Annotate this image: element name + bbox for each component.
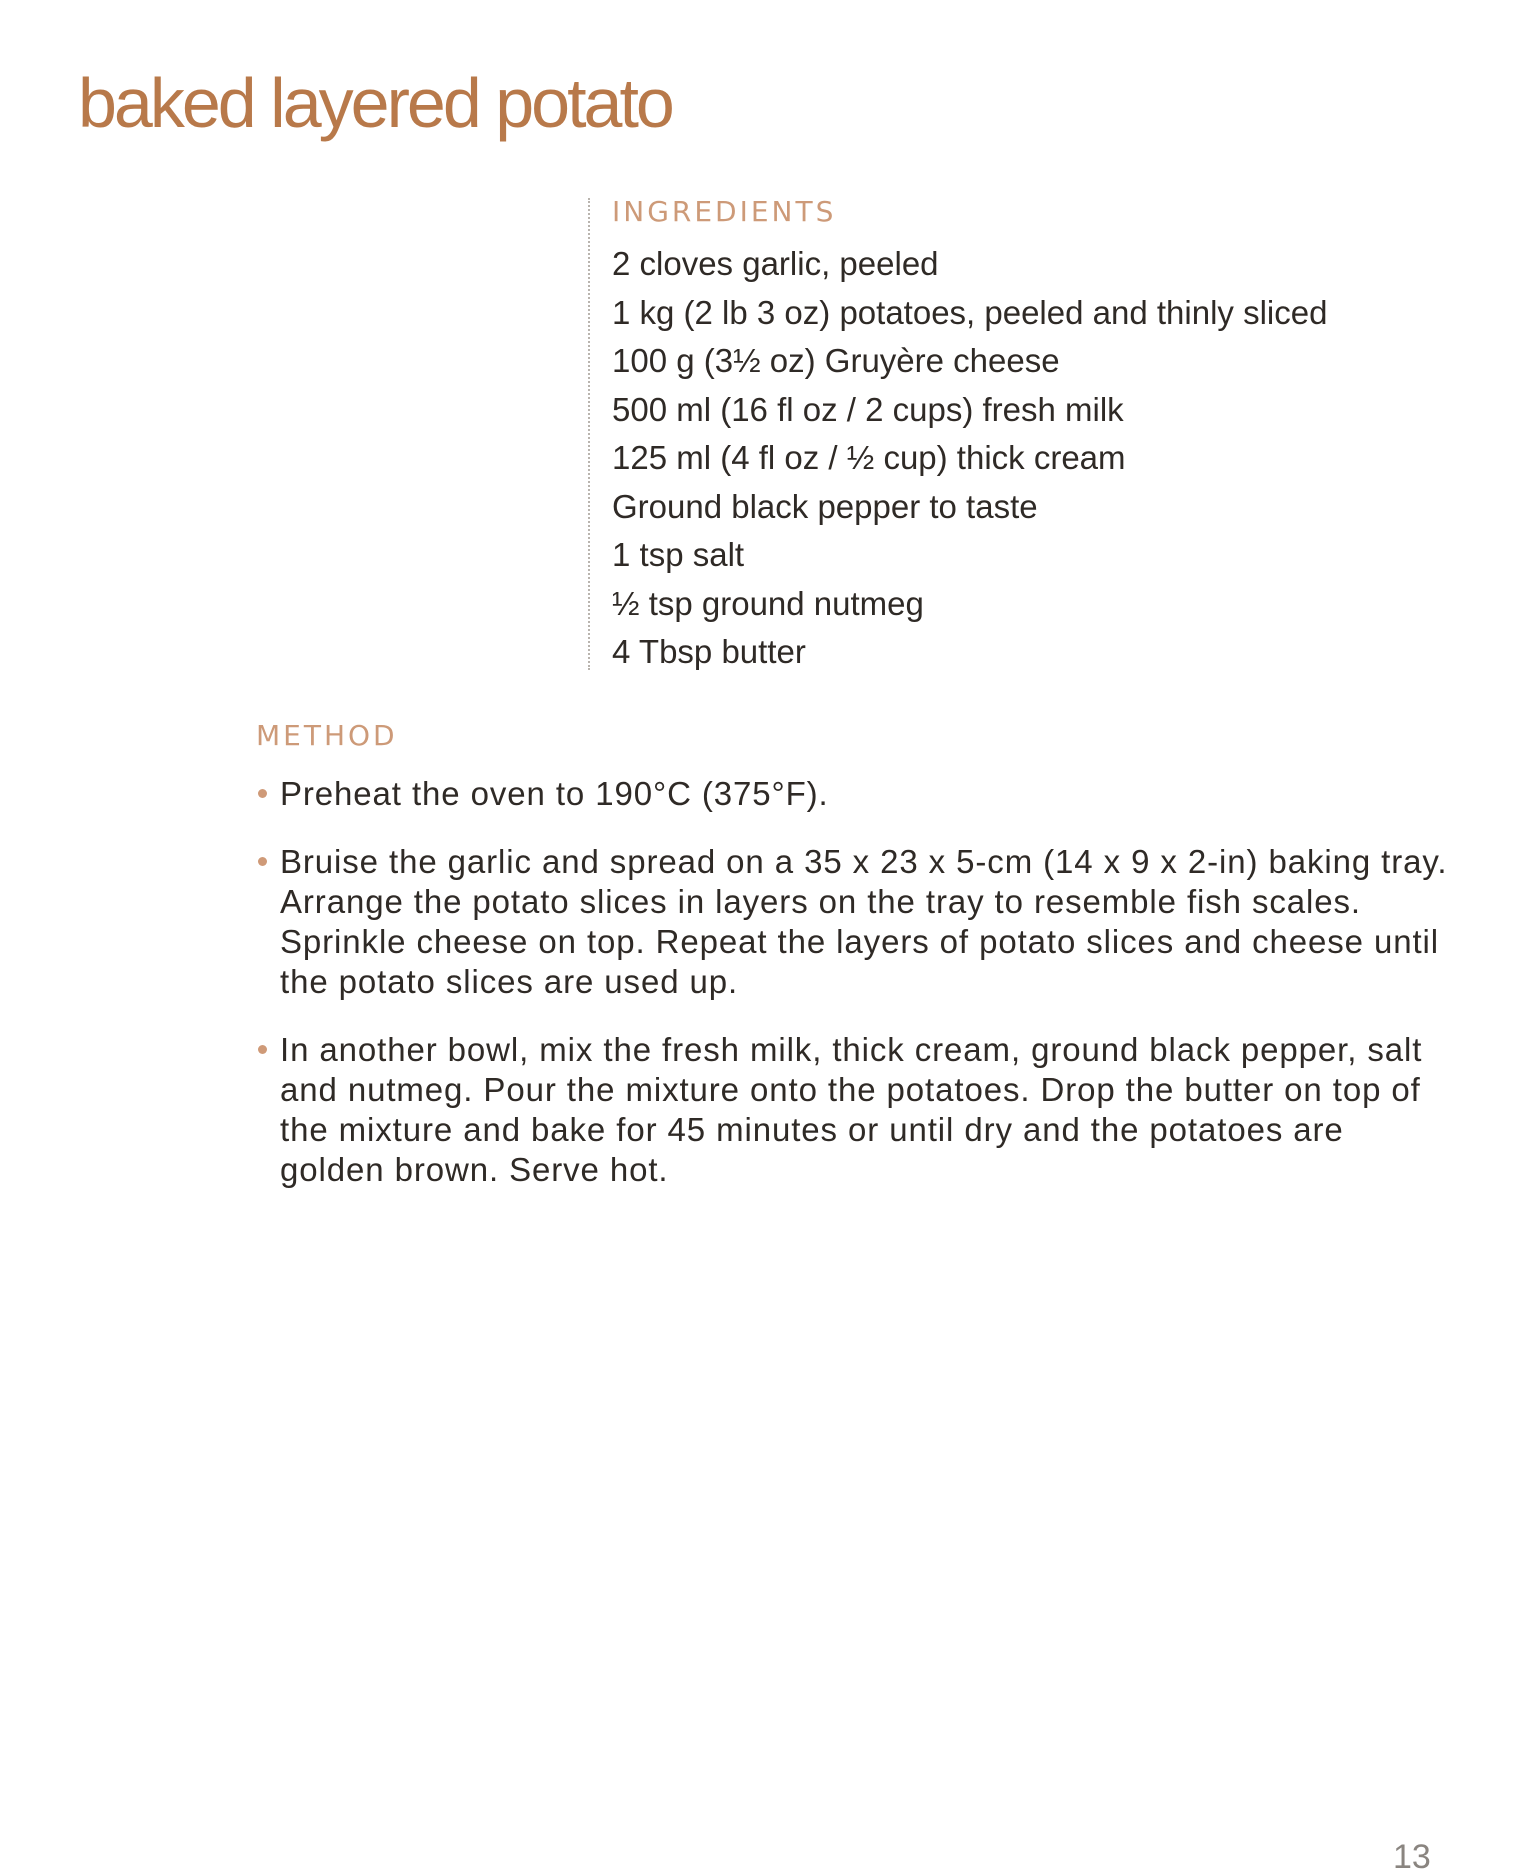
ingredient-item: Ground black pepper to taste — [612, 487, 1038, 525]
ingredient-item: 2 cloves garlic, peeled — [612, 245, 939, 282]
ingredient-item: ½ tsp ground nutmeg — [612, 584, 924, 622]
method-heading: METHOD — [256, 719, 398, 752]
method-step-text: Bruise the garlic and spread on a 35 x 23 x 5-cm (14 x 9 x 2-in) baking tray. Arrange the potato slices in layers on the tray to resemble fish scales. Sprinkle cheese on top. Repeat the layers of potato slices and cheese until the potato slices are used up. — [280, 843, 1448, 1000]
ingredients-section — [590, 195, 1410, 677]
ingredient-item: 125 ml (4 fl oz / ½ cup) thick cream — [612, 439, 1126, 476]
ingredients-divider — [588, 198, 590, 670]
method-step — [256, 1030, 1456, 1190]
ingredient-item: 500 ml (16 fl oz / 2 cups) fresh milk — [612, 390, 1124, 428]
method-step-text: Preheat the oven to 190°C (375°F). — [280, 775, 829, 812]
bullet-icon — [258, 1045, 267, 1054]
method-step — [256, 842, 1456, 1002]
ingredient-item: 100 g (3½ oz) Gruyère cheese — [612, 342, 1060, 379]
ingredient-item: 1 kg (2 lb 3 oz) potatoes, peeled and thinly sliced — [612, 293, 1328, 331]
page-title: baked layered potato — [78, 64, 672, 142]
method-step — [256, 774, 1456, 814]
ingredients-list — [612, 240, 1410, 677]
ingredients-heading: INGREDIENTS — [612, 195, 837, 228]
method-steps — [256, 774, 1456, 1190]
ingredient-item: 1 tsp salt — [612, 536, 745, 573]
bullet-icon — [258, 789, 267, 798]
bullet-icon — [258, 857, 267, 866]
ingredient-item: 4 Tbsp butter — [612, 633, 806, 670]
page-number: 13 — [1393, 1838, 1431, 1876]
method-step-text: In another bowl, mix the fresh milk, thick cream, ground black pepper, salt and nutmeg. Pour the mixture onto the potatoes. Drop the butter on top of the mixture and bake for 45 minutes or until dry and the potatoes are golden brown. Serve hot. — [280, 1031, 1423, 1188]
method-section — [256, 719, 1456, 1218]
